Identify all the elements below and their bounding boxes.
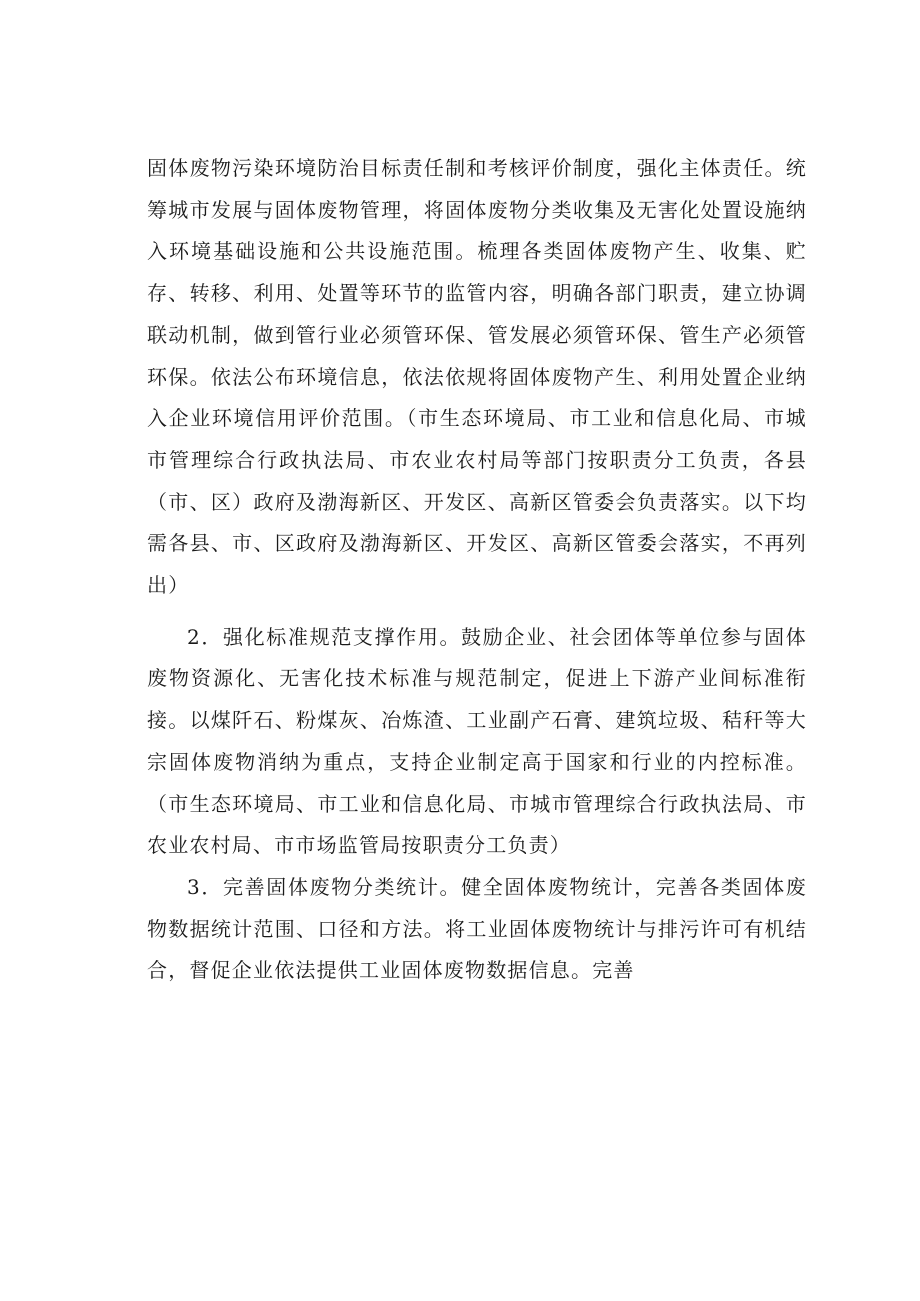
paragraph-responsibility-continuation: 固体废物污染环境防治目标责任制和考核评价制度，强化主体责任。统筹城市发展与固体废物管理，将固体废物分类收集及无害化处置设施纳入环境基础设施和公共设施范围。梳理各类固体废物产生、收集、贮存、转移、利用、处置等环节的监管内容，明确各部门职责，建立协调联动机制，做到管行业必须管环保、管发展必须管环保、管生产必须管环保。依法公布环境信息，依法依规将固体废物产生、利用处置企业纳入企业环境信用评价范围。（市生态环境局、市工业和信息化局、市城市管理综合行政执法局、市农业农村局等部门按职责分工负责，各县（市、区）政府及渤海新区、开发区、高新区管委会负责落实。以下均需各县、市、区政府及渤海新区、开发区、高新区管委会落实，不再列出） <box>147 156 807 598</box>
paragraph-standards: 2．强化标准规范支撑作用。鼓励企业、社会团体等单位参与固体废物资源化、无害化技术标准与规范制定，促进上下游产业间标准衔接。以煤阡石、粉煤灰、冶炼渣、工业副产石膏、建筑垃圾、秸秆等大宗固体废物消纳为重点，支持企业制定高于国家和行业的内控标准。（市生态环境局、市工业和信息化局、市城市管理综合行政执法局、市农业农村局、市市场监管局按职责分工负责） <box>147 624 807 858</box>
document-body <box>147 148 807 992</box>
paragraph-statistics: 3．完善固体废物分类统计。健全固体废物统计，完善各类固体废物数据统计范围、口径和方法。将工业固体废物统计与排污许可有机结合，督促企业依法提供工业固体废物数据信息。完善 <box>147 874 807 983</box>
